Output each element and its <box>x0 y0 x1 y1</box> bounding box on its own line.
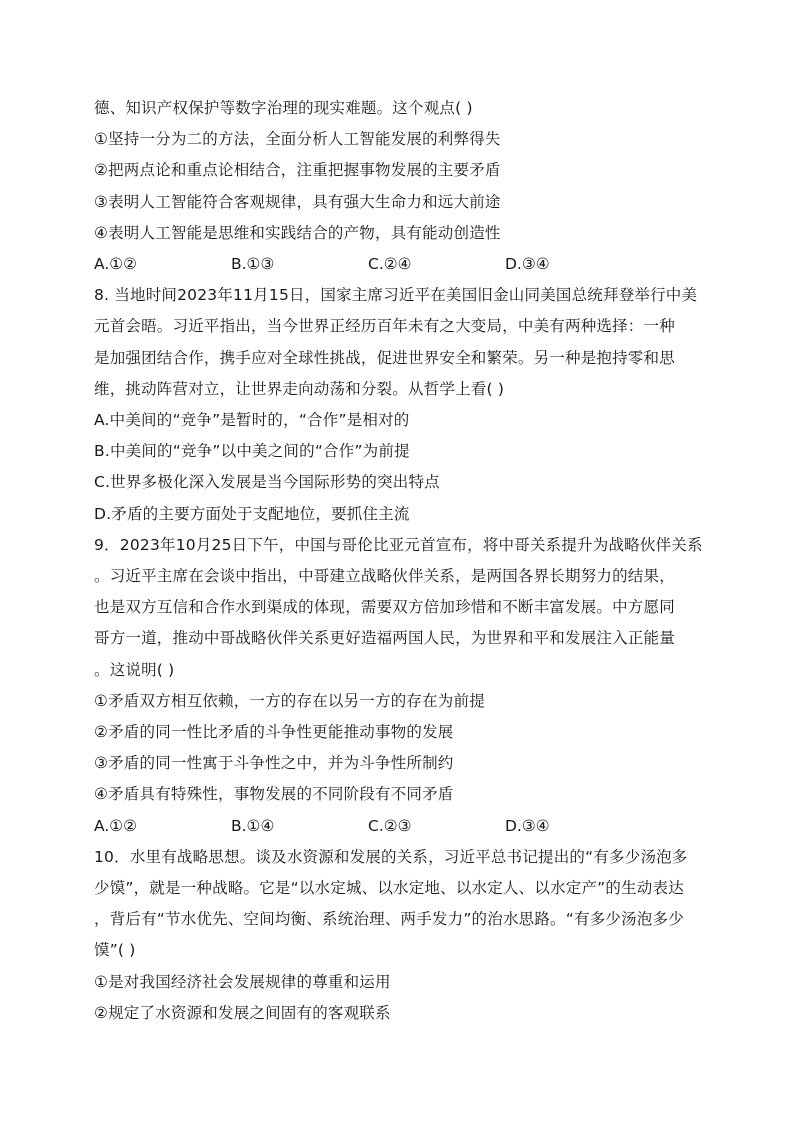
text-line: 。这说明( ) <box>94 660 175 679</box>
answer-option: D.③④ <box>505 816 550 835</box>
text-line: 。习近平主席在会谈中指出，中哥建立战略伙伴关系，是两国各界长期努力的结果， <box>94 567 675 586</box>
text-line: 维，挑动阵营对立，让世界走向动荡和分裂。从哲学上看( ) <box>94 379 505 398</box>
answer-option: B.①③ <box>231 255 275 274</box>
text-line: 也是双方互信和合作水到渠成的体现，需要双方倍加珍惜和不断丰富发展。中方愿同 <box>94 598 675 617</box>
text-line: D.矛盾的主要方面处于支配地位，要抓住主流 <box>94 504 410 523</box>
text-line: ①矛盾双方相互依赖，一方的存在以另一方的存在为前提 <box>94 691 485 710</box>
answer-options <box>94 811 704 842</box>
answer-options <box>94 249 704 280</box>
text-line: 10．水里有战略思想。谈及水资源和发展的关系，习近平总书记提出的“有多少汤泡多 <box>94 847 688 866</box>
answer-option: A.①② <box>94 255 138 274</box>
answer-option: B.①④ <box>231 816 275 835</box>
answer-option: D.③④ <box>505 255 550 274</box>
text-line: 少馍”，就是一种战略。它是“以水定城、以水定地、以水定人、以水定产”的生动表达 <box>94 879 684 898</box>
text-line: ，背后有“节水优先、空间均衡、系统治理、两手发力”的治水思路。“有多少汤泡多少 <box>94 910 684 929</box>
text-line: 元首会晤。习近平指出，当今世界正经历百年未有之大变局，中美有两种选择：一种 <box>94 317 675 336</box>
text-line: ③矛盾的同一性寓于斗争性之中，并为斗争性所制约 <box>94 754 454 773</box>
answer-option: C.②④ <box>368 255 412 274</box>
text-line: 哥方一道，推动中哥战略伙伴关系更好造福两国人民，为世界和平和发展注入正能量 <box>94 629 675 648</box>
text-line: ①是对我国经济社会发展规律的尊重和运用 <box>94 972 391 991</box>
text-line: 是加强团结合作，携手应对全球性挑战，促进世界安全和繁荣。另一种是抱持零和思 <box>94 348 675 367</box>
answer-option: C.②③ <box>368 816 412 835</box>
text-line: ①坚持一分为二的方法，全面分析人工智能发展的利弊得失 <box>94 130 501 149</box>
text-line: 馍”( ) <box>94 941 136 960</box>
text-line: ②把两点论和重点论相结合，注重把握事物发展的主要矛盾 <box>94 161 501 180</box>
text-line: B.中美间的“竞争”以中美之间的“合作”为前提 <box>94 442 410 461</box>
text-line: ④表明人工智能是思维和实践结合的产物，具有能动创造性 <box>94 223 501 242</box>
text-line: ②矛盾的同一性比矛盾的斗争性更能推动事物的发展 <box>94 723 454 742</box>
text-line: ④矛盾具有特殊性，事物发展的不同阶段有不同矛盾 <box>94 785 454 804</box>
text-line: C.世界多极化深入发展是当今国际形势的突出特点 <box>94 473 440 492</box>
document-body <box>94 93 704 1029</box>
text-line: ②规定了水资源和发展之间固有的客观联系 <box>94 1003 391 1022</box>
text-line: ③表明人工智能符合客观规律，具有强大生命力和远大前途 <box>94 192 501 211</box>
text-line: 8. 当地时间2023年11月15日，国家主席习近平在美国旧金山同美国总统拜登举行中美 <box>94 286 698 305</box>
text-line: 9．2023年10月25日下午，中国与哥伦比亚元首宣布，将中哥关系提升为战略伙伴关系 <box>94 535 703 554</box>
text-line: A.中美间的“竞争”是暂时的，“合作”是相对的 <box>94 411 410 430</box>
text-line: 德、知识产权保护等数字治理的现实难题。这个观点( ) <box>94 99 473 117</box>
answer-option: A.①② <box>94 816 138 835</box>
